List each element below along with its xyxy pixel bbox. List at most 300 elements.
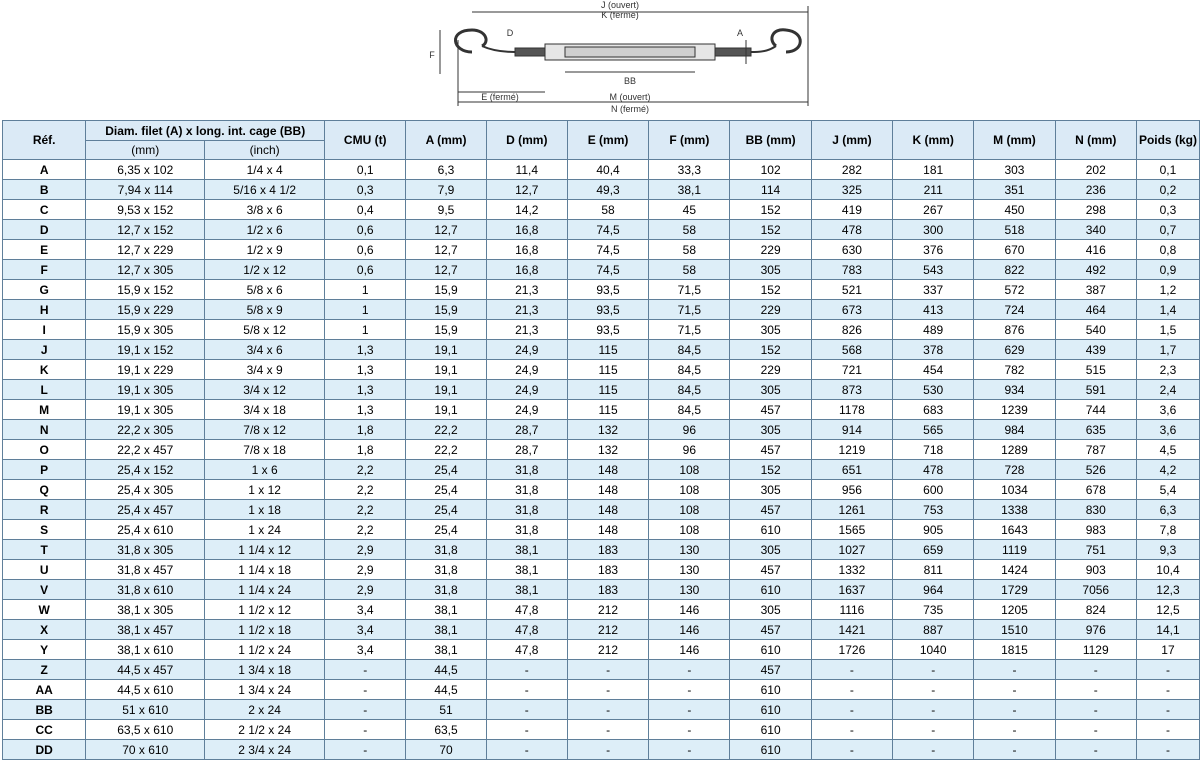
table-row xyxy=(3,340,1200,360)
table-cell: 964 xyxy=(893,580,974,600)
table-cell: 305 xyxy=(730,320,811,340)
table-cell: 38,1 xyxy=(406,640,486,660)
table-cell: 1,3 xyxy=(325,340,406,360)
table-cell: 96 xyxy=(649,440,730,460)
table-cell: - xyxy=(1136,720,1199,740)
table-cell: - xyxy=(567,700,648,720)
table-cell: 983 xyxy=(1055,520,1136,540)
table-cell: 905 xyxy=(893,520,974,540)
table-cell: 115 xyxy=(567,360,648,380)
table-cell: 610 xyxy=(730,520,811,540)
table-row xyxy=(3,160,1200,180)
table-cell: 146 xyxy=(649,600,730,620)
table-cell: 102 xyxy=(730,160,811,180)
table-cell: 3/8 x 6 xyxy=(205,200,325,220)
table-cell: 1 xyxy=(325,280,406,300)
table-cell: 4,5 xyxy=(1136,440,1199,460)
header-ref: Réf. xyxy=(3,121,86,160)
header-diam: Diam. filet (A) x long. int. cage (BB) xyxy=(86,121,325,141)
table-cell: 1,8 xyxy=(325,440,406,460)
table-cell: - xyxy=(325,720,406,740)
table-cell: 6,3 xyxy=(1136,500,1199,520)
table-cell: 12,7 xyxy=(406,240,486,260)
table-cell: 1,8 xyxy=(325,420,406,440)
table-cell: - xyxy=(974,660,1055,680)
table-row xyxy=(3,200,1200,220)
table-cell: 17 xyxy=(1136,640,1199,660)
table-cell: 1/4 x 4 xyxy=(205,160,325,180)
right-hook-shape xyxy=(772,30,800,52)
table-cell: 1 3/4 x 24 xyxy=(205,680,325,700)
table-cell: 152 xyxy=(730,200,811,220)
table-row xyxy=(3,360,1200,380)
table-cell: 515 xyxy=(1055,360,1136,380)
table-cell: 2,2 xyxy=(325,520,406,540)
table-cell: 4,2 xyxy=(1136,460,1199,480)
table-cell: 1 x 12 xyxy=(205,480,325,500)
table-cell: 152 xyxy=(730,460,811,480)
table-cell: 630 xyxy=(811,240,892,260)
table-cell: 44,5 xyxy=(406,660,486,680)
table-cell: 12,5 xyxy=(1136,600,1199,620)
table-cell: 25,4 x 457 xyxy=(86,500,205,520)
table-cell: 1289 xyxy=(974,440,1055,460)
table-cell: 1 1/4 x 12 xyxy=(205,540,325,560)
table-cell: 811 xyxy=(893,560,974,580)
table-row xyxy=(3,720,1200,740)
table-cell: 115 xyxy=(567,340,648,360)
table-cell: 822 xyxy=(974,260,1055,280)
header-k: K (mm) xyxy=(893,121,974,160)
table-cell: 457 xyxy=(730,660,811,680)
right-hook-bend xyxy=(751,46,776,52)
table-cell: 7,9 xyxy=(406,180,486,200)
table-cell: 5/16 x 4 1/2 xyxy=(205,180,325,200)
table-cell: 610 xyxy=(730,700,811,720)
table-cell: 47,8 xyxy=(486,620,567,640)
table-cell: 1 1/2 x 24 xyxy=(205,640,325,660)
table-row xyxy=(3,640,1200,660)
table-cell: 728 xyxy=(974,460,1055,480)
table-cell: 25,4 xyxy=(406,480,486,500)
table-cell: - xyxy=(1055,660,1136,680)
table-cell: 526 xyxy=(1055,460,1136,480)
table-cell: 58 xyxy=(649,240,730,260)
table-cell: 236 xyxy=(1055,180,1136,200)
table-cell: - xyxy=(567,720,648,740)
table-cell: 115 xyxy=(567,380,648,400)
table-cell: 212 xyxy=(567,600,648,620)
table-cell: 1 1/4 x 18 xyxy=(205,560,325,580)
table-cell: 25,4 xyxy=(406,500,486,520)
table-cell: 70 xyxy=(406,740,486,760)
table-cell: 74,5 xyxy=(567,220,648,240)
table-cell: 16,8 xyxy=(486,240,567,260)
table-cell: 1 x 24 xyxy=(205,520,325,540)
table-cell: 540 xyxy=(1055,320,1136,340)
header-poids: Poids (kg) xyxy=(1136,121,1199,160)
table-cell: 10,4 xyxy=(1136,560,1199,580)
table-cell: 58 xyxy=(567,200,648,220)
table-cell: 51 xyxy=(406,700,486,720)
table-cell: 478 xyxy=(893,460,974,480)
table-cell: 3/4 x 6 xyxy=(205,340,325,360)
table-cell: 24,9 xyxy=(486,340,567,360)
table-cell: 15,9 xyxy=(406,280,486,300)
table-cell: 183 xyxy=(567,560,648,580)
table-cell: 457 xyxy=(730,500,811,520)
row-ref-cell: D xyxy=(3,220,86,240)
table-cell: 787 xyxy=(1055,440,1136,460)
table-cell: 63,5 xyxy=(406,720,486,740)
header-diam-inch: (inch) xyxy=(205,141,325,160)
table-row xyxy=(3,480,1200,500)
table-cell: 457 xyxy=(730,440,811,460)
table-cell: 152 xyxy=(730,280,811,300)
table-row xyxy=(3,380,1200,400)
table-cell: 0,2 xyxy=(1136,180,1199,200)
table-cell: 876 xyxy=(974,320,1055,340)
row-ref-cell: A xyxy=(3,160,86,180)
table-row xyxy=(3,280,1200,300)
table-cell: 212 xyxy=(567,620,648,640)
table-cell: 1116 xyxy=(811,600,892,620)
left-thread xyxy=(515,48,545,56)
table-cell: 28,7 xyxy=(486,420,567,440)
table-cell: 2 3/4 x 24 xyxy=(205,740,325,760)
table-cell: 2,9 xyxy=(325,560,406,580)
table-row xyxy=(3,580,1200,600)
table-cell: 130 xyxy=(649,580,730,600)
table-cell: 71,5 xyxy=(649,280,730,300)
table-cell: 22,2 xyxy=(406,420,486,440)
table-cell: 148 xyxy=(567,480,648,500)
table-cell: 14,1 xyxy=(1136,620,1199,640)
table-cell: 22,2 x 457 xyxy=(86,440,205,460)
table-cell: 1,3 xyxy=(325,380,406,400)
table-cell: 565 xyxy=(893,420,974,440)
table-cell: 0,1 xyxy=(325,160,406,180)
row-ref-cell: W xyxy=(3,600,86,620)
row-ref-cell: Y xyxy=(3,640,86,660)
table-cell: 610 xyxy=(730,720,811,740)
table-cell: - xyxy=(567,680,648,700)
table-cell: - xyxy=(974,720,1055,740)
table-cell: 38,1 xyxy=(486,580,567,600)
table-cell: 984 xyxy=(974,420,1055,440)
row-ref-cell: L xyxy=(3,380,86,400)
table-cell: 1205 xyxy=(974,600,1055,620)
table-cell: - xyxy=(1136,660,1199,680)
table-cell: 1,7 xyxy=(1136,340,1199,360)
table-cell: 93,5 xyxy=(567,300,648,320)
table-cell: - xyxy=(811,700,892,720)
label-a: A xyxy=(736,28,744,38)
table-cell: 3/4 x 12 xyxy=(205,380,325,400)
table-cell: 303 xyxy=(974,160,1055,180)
row-ref-cell: Z xyxy=(3,660,86,680)
table-cell: 25,4 x 305 xyxy=(86,480,205,500)
table-cell: 3,4 xyxy=(325,640,406,660)
table-cell: 651 xyxy=(811,460,892,480)
table-cell: 300 xyxy=(893,220,974,240)
table-cell: 229 xyxy=(730,240,811,260)
table-cell: 38,1 xyxy=(406,620,486,640)
table-cell: 212 xyxy=(567,640,648,660)
table-cell: 31,8 xyxy=(406,580,486,600)
table-cell: 439 xyxy=(1055,340,1136,360)
table-row xyxy=(3,500,1200,520)
table-cell: 49,3 xyxy=(567,180,648,200)
table-cell: 132 xyxy=(567,440,648,460)
table-cell: 568 xyxy=(811,340,892,360)
table-cell: - xyxy=(811,720,892,740)
row-ref-cell: J xyxy=(3,340,86,360)
table-cell: 521 xyxy=(811,280,892,300)
table-cell: 7056 xyxy=(1055,580,1136,600)
table-cell: 903 xyxy=(1055,560,1136,580)
table-cell: 38,1 x 457 xyxy=(86,620,205,640)
table-cell: 735 xyxy=(893,600,974,620)
table-cell: 108 xyxy=(649,500,730,520)
table-cell: 1421 xyxy=(811,620,892,640)
table-cell: 887 xyxy=(893,620,974,640)
table-cell: 6,3 xyxy=(406,160,486,180)
table-cell: 84,5 xyxy=(649,400,730,420)
table-cell: 15,9 x 229 xyxy=(86,300,205,320)
table-cell: 305 xyxy=(730,480,811,500)
table-cell: 1,3 xyxy=(325,360,406,380)
table-cell: 305 xyxy=(730,260,811,280)
row-ref-cell: E xyxy=(3,240,86,260)
table-cell: - xyxy=(893,680,974,700)
row-ref-cell: G xyxy=(3,280,86,300)
header-j: J (mm) xyxy=(811,121,892,160)
table-cell: 74,5 xyxy=(567,240,648,260)
table-cell: 148 xyxy=(567,500,648,520)
row-ref-cell: M xyxy=(3,400,86,420)
table-cell: 44,5 x 457 xyxy=(86,660,205,680)
table-cell: 1178 xyxy=(811,400,892,420)
table-cell: 148 xyxy=(567,460,648,480)
table-cell: 12,3 xyxy=(1136,580,1199,600)
table-cell: 22,2 x 305 xyxy=(86,420,205,440)
table-cell: 33,3 xyxy=(649,160,730,180)
table-cell: 2 1/2 x 24 xyxy=(205,720,325,740)
header-e: E (mm) xyxy=(567,121,648,160)
table-row xyxy=(3,440,1200,460)
table-cell: 19,1 x 305 xyxy=(86,380,205,400)
table-cell: 1729 xyxy=(974,580,1055,600)
row-ref-cell: X xyxy=(3,620,86,640)
table-cell: 63,5 x 610 xyxy=(86,720,205,740)
table-cell: - xyxy=(1136,700,1199,720)
table-cell: 1219 xyxy=(811,440,892,460)
table-cell: 305 xyxy=(730,540,811,560)
table-cell: 19,1 xyxy=(406,360,486,380)
table-cell: 351 xyxy=(974,180,1055,200)
table-cell: 1 1/4 x 24 xyxy=(205,580,325,600)
table-cell: 325 xyxy=(811,180,892,200)
table-cell: 1726 xyxy=(811,640,892,660)
table-cell: 38,1 xyxy=(486,560,567,580)
table-row xyxy=(3,320,1200,340)
table-cell: 7,8 xyxy=(1136,520,1199,540)
table-cell: 298 xyxy=(1055,200,1136,220)
table-cell: 267 xyxy=(893,200,974,220)
table-cell: 12,7 xyxy=(486,180,567,200)
row-ref-cell: S xyxy=(3,520,86,540)
label-d: D xyxy=(506,28,514,38)
table-cell: - xyxy=(811,660,892,680)
left-hook-bend xyxy=(482,46,515,52)
table-cell: - xyxy=(486,680,567,700)
table-cell: 543 xyxy=(893,260,974,280)
table-cell: 610 xyxy=(730,680,811,700)
table-cell: - xyxy=(325,680,406,700)
table-cell: 413 xyxy=(893,300,974,320)
table-cell: 38,1 xyxy=(649,180,730,200)
row-ref-cell: U xyxy=(3,560,86,580)
table-cell: 673 xyxy=(811,300,892,320)
table-cell: 45 xyxy=(649,200,730,220)
row-ref-cell: C xyxy=(3,200,86,220)
table-cell: 629 xyxy=(974,340,1055,360)
table-cell: 7/8 x 18 xyxy=(205,440,325,460)
table-cell: 25,4 x 152 xyxy=(86,460,205,480)
table-row xyxy=(3,700,1200,720)
table-cell: - xyxy=(893,720,974,740)
table-cell: 229 xyxy=(730,360,811,380)
table-cell: 678 xyxy=(1055,480,1136,500)
table-cell: 1510 xyxy=(974,620,1055,640)
table-cell: 1239 xyxy=(974,400,1055,420)
table-cell: 130 xyxy=(649,540,730,560)
table-cell: 1/2 x 6 xyxy=(205,220,325,240)
table-cell: - xyxy=(1055,700,1136,720)
table-cell: 21,3 xyxy=(486,320,567,340)
table-cell: - xyxy=(811,740,892,760)
table-cell: - xyxy=(1055,720,1136,740)
table-cell: 38,1 x 305 xyxy=(86,600,205,620)
table-cell: 0,6 xyxy=(325,240,406,260)
table-cell: 873 xyxy=(811,380,892,400)
row-ref-cell: AA xyxy=(3,680,86,700)
table-cell: 591 xyxy=(1055,380,1136,400)
table-cell: 7,94 x 114 xyxy=(86,180,205,200)
table-cell: 464 xyxy=(1055,300,1136,320)
table-cell: - xyxy=(649,700,730,720)
table-row xyxy=(3,240,1200,260)
table-cell: 610 xyxy=(730,640,811,660)
table-cell: 108 xyxy=(649,480,730,500)
table-cell: 25,4 xyxy=(406,520,486,540)
table-cell: - xyxy=(486,700,567,720)
table-cell: 744 xyxy=(1055,400,1136,420)
table-row xyxy=(3,620,1200,640)
table-cell: 5/8 x 12 xyxy=(205,320,325,340)
table-cell: - xyxy=(893,660,974,680)
table-row xyxy=(3,740,1200,760)
table-cell: - xyxy=(974,700,1055,720)
header-n: N (mm) xyxy=(1055,121,1136,160)
table-cell: 610 xyxy=(730,740,811,760)
table-cell: 419 xyxy=(811,200,892,220)
table-cell: 22,2 xyxy=(406,440,486,460)
table-cell: 1338 xyxy=(974,500,1055,520)
table-cell: 15,9 x 152 xyxy=(86,280,205,300)
table-cell: 0,9 xyxy=(1136,260,1199,280)
label-j: J (ouvert) xyxy=(600,0,640,10)
table-cell: - xyxy=(893,740,974,760)
table-cell: 152 xyxy=(730,340,811,360)
table-cell: 492 xyxy=(1055,260,1136,280)
table-cell: 5/8 x 6 xyxy=(205,280,325,300)
table-cell: 1,3 xyxy=(325,400,406,420)
label-k: K (fermé) xyxy=(601,10,639,20)
label-e: E (fermé) xyxy=(481,92,519,102)
table-cell: 25,4 x 610 xyxy=(86,520,205,540)
table-cell: - xyxy=(567,740,648,760)
table-cell: 387 xyxy=(1055,280,1136,300)
row-ref-cell: B xyxy=(3,180,86,200)
table-cell: 115 xyxy=(567,400,648,420)
table-cell: 0,4 xyxy=(325,200,406,220)
table-cell: 3,6 xyxy=(1136,400,1199,420)
row-ref-cell: O xyxy=(3,440,86,460)
table-cell: 0,6 xyxy=(325,260,406,280)
table-cell: 518 xyxy=(974,220,1055,240)
table-cell: - xyxy=(325,700,406,720)
table-cell: 19,1 x 152 xyxy=(86,340,205,360)
table-cell: - xyxy=(649,720,730,740)
table-cell: 6,35 x 102 xyxy=(86,160,205,180)
table-cell: 0,1 xyxy=(1136,160,1199,180)
row-ref-cell: H xyxy=(3,300,86,320)
table-cell: 2,4 xyxy=(1136,380,1199,400)
table-cell: 31,8 xyxy=(486,480,567,500)
table-cell: - xyxy=(567,660,648,680)
row-ref-cell: R xyxy=(3,500,86,520)
table-cell: 2,9 xyxy=(325,580,406,600)
table-cell: 12,7 x 229 xyxy=(86,240,205,260)
table-cell: 15,9 x 305 xyxy=(86,320,205,340)
table-cell: 16,8 xyxy=(486,260,567,280)
table-cell: 3/4 x 9 xyxy=(205,360,325,380)
table-cell: 38,1 xyxy=(486,540,567,560)
table-cell: 378 xyxy=(893,340,974,360)
table-cell: 1815 xyxy=(974,640,1055,660)
table-cell: 93,5 xyxy=(567,320,648,340)
table-cell: 934 xyxy=(974,380,1055,400)
table-cell: 457 xyxy=(730,400,811,420)
table-cell: 93,5 xyxy=(567,280,648,300)
turnbuckle-diagram xyxy=(420,0,820,118)
table-cell: - xyxy=(649,680,730,700)
table-cell: 31,8 xyxy=(486,460,567,480)
table-cell: 211 xyxy=(893,180,974,200)
table-cell: 9,3 xyxy=(1136,540,1199,560)
table-cell: - xyxy=(811,680,892,700)
table-cell: 47,8 xyxy=(486,640,567,660)
table-cell: - xyxy=(325,740,406,760)
table-cell: 31,8 x 610 xyxy=(86,580,205,600)
table-cell: 84,5 xyxy=(649,360,730,380)
table-cell: 670 xyxy=(974,240,1055,260)
table-cell: 724 xyxy=(974,300,1055,320)
table-cell: 58 xyxy=(649,260,730,280)
table-cell: 44,5 xyxy=(406,680,486,700)
